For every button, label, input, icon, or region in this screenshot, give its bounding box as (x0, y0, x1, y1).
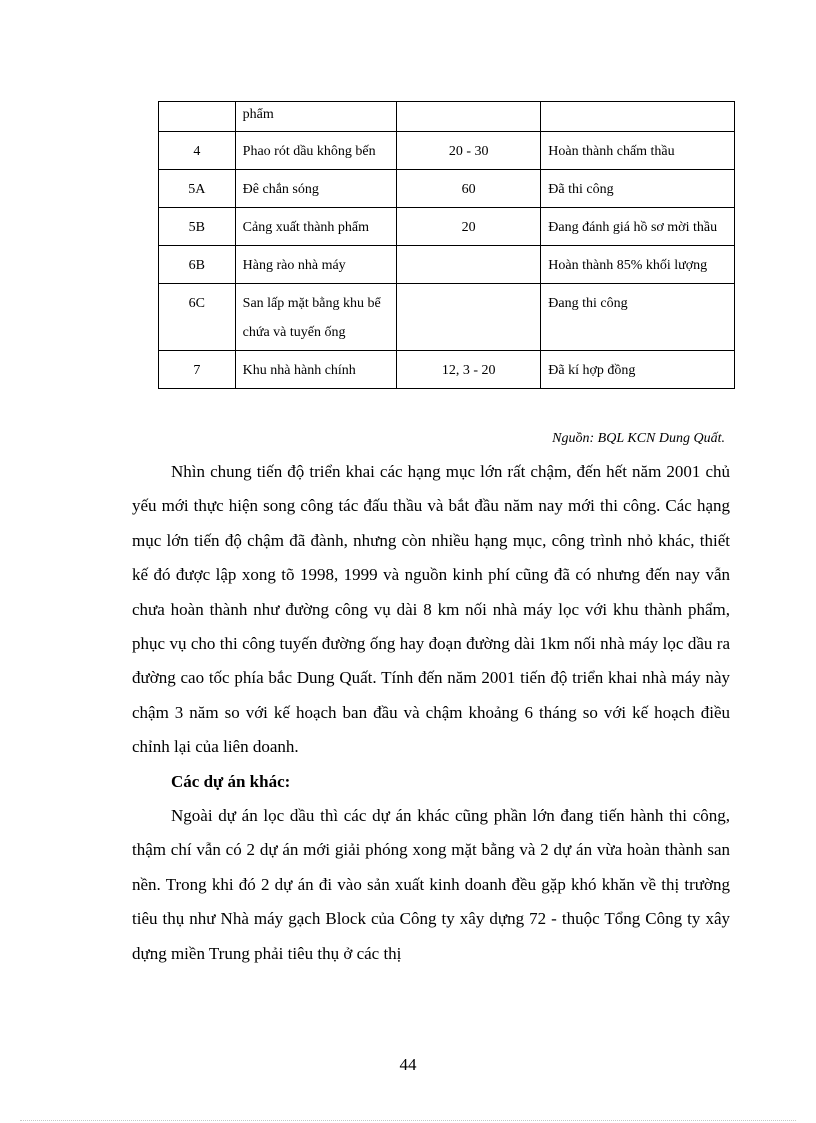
item-cell: phẩm (235, 102, 396, 132)
paragraph: Ngoài dự án lọc dầu thì các dự án khác cũng phần lớn đang tiến hành thi công, thậm chí vẫn có 2 dự án mới giải phóng xong mặt bằng và 2 dự án vừa hoàn thành san nền. Trong khi đó 2 dự án đi vào sản xuất kinh doanh đều gặp khó khăn về thị trường tiêu thụ như Nhà máy gạch Block của Công ty xây dựng 72 - thuộc Tổng Công ty xây dựng miền Trung phải tiêu thụ ở các thị (132, 806, 730, 963)
value-cell (397, 102, 541, 132)
status-cell: Hoàn thành 85% khối lượng (541, 246, 735, 284)
status-cell: Đang thi công (541, 284, 735, 351)
source-note: Nguồn: BQL KCN Dung Quất. (552, 431, 725, 446)
table-row (159, 102, 735, 132)
row-number-cell: 6C (159, 284, 236, 351)
item-cell: Phao rót dầu không bến (235, 132, 396, 170)
page-bottom-rule (20, 1120, 796, 1121)
table-row (159, 170, 735, 208)
status-cell (541, 102, 735, 132)
value-cell: 12, 3 - 20 (397, 351, 541, 389)
value-cell (397, 246, 541, 284)
status-cell: Đã kí hợp đồng (541, 351, 735, 389)
table-row (159, 132, 735, 170)
paragraph: Nhìn chung tiến độ triển khai các hạng mục lớn rất chậm, đến hết năm 2001 chủ yếu mới thực hiện song công tác đấu thầu và bắt đầu năm nay mới thi công. Các hạng mục lớn tiến độ chậm đã đành, nhưng còn nhiều hạng mục, công trình nhỏ khác, thiết kế đó được lập xong tõ 1998, 1999 và nguồn kinh phí cũng đã có nhưng đến nay vẫn chưa hoàn thành như đường công vụ dài 8 km nối nhà máy lọc với khu thành phẩm, phục vụ cho thi công tuyến đường ống hay đoạn đường dài 1km nối nhà máy lọc dầu ra đường cao tốc phía bắc Dung Quất. Tính đến năm 2001 tiến độ triển khai nhà máy này chậm 3 năm so với kế hoạch ban đầu và chậm khoảng 6 tháng so với kế hoạch điều chỉnh lại của liên doanh. (132, 462, 730, 757)
table-row (159, 351, 735, 389)
value-cell: 20 (397, 208, 541, 246)
row-number-cell: 5B (159, 208, 236, 246)
row-number-cell (159, 102, 236, 132)
progress-table (158, 101, 735, 389)
item-cell: Cảng xuất thành phẩm (235, 208, 396, 246)
item-cell: San lấp mặt bằng khu bể chứa và tuyến ống (235, 284, 396, 351)
table-row (159, 284, 735, 351)
table-row (159, 246, 735, 284)
row-number-cell: 5A (159, 170, 236, 208)
value-cell (397, 284, 541, 351)
item-cell: Đê chắn sóng (235, 170, 396, 208)
item-cell: Khu nhà hành chính (235, 351, 396, 389)
status-cell: Hoàn thành chấm thầu (541, 132, 735, 170)
value-cell: 20 - 30 (397, 132, 541, 170)
page-number: 44 (399, 1055, 417, 1074)
status-cell: Đã thi công (541, 170, 735, 208)
status-cell: Đang đánh giá hồ sơ mời thầu (541, 208, 735, 246)
item-cell: Hàng rào nhà máy (235, 246, 396, 284)
value-cell: 60 (397, 170, 541, 208)
table-row (159, 208, 735, 246)
body-text (132, 455, 730, 971)
row-number-cell: 4 (159, 132, 236, 170)
row-number-cell: 6B (159, 246, 236, 284)
section-heading: Các dự án khác: (171, 771, 291, 791)
row-number-cell: 7 (159, 351, 236, 389)
